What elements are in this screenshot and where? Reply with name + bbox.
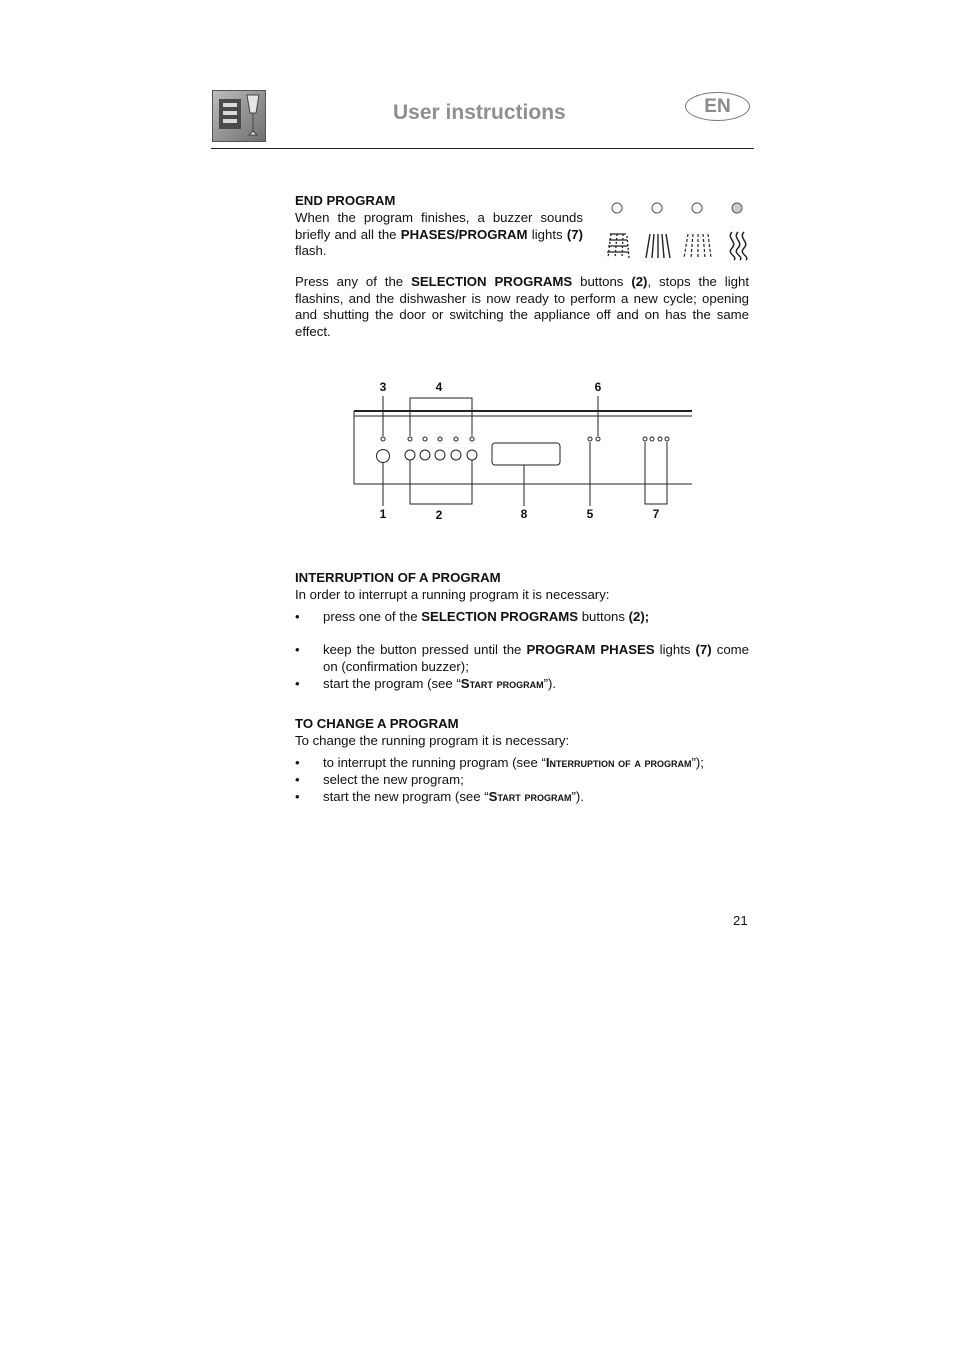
end-program-heading: END PROGRAM bbox=[295, 193, 396, 208]
press-selection-text: Press any of the SELECTION PROGRAMS buttons (2), stops the light flashins, and the dishwasher is now ready to perform a new cycle; opening and shutting the door or switching the appliance off and on has the same effect. bbox=[295, 274, 749, 339]
interruption-reference: Interruption of a program bbox=[545, 755, 692, 770]
change-heading: TO CHANGE A PROGRAM bbox=[295, 716, 459, 731]
interruption-intro: In order to interrupt a running program it is necessary: bbox=[295, 587, 610, 602]
label-4: 4 bbox=[435, 380, 443, 394]
rinse-icon bbox=[684, 234, 711, 258]
list-item-text: start the new program (see “Start program”). bbox=[323, 789, 584, 804]
bullet-icon: • bbox=[295, 676, 300, 691]
bullet-icon: • bbox=[295, 609, 300, 624]
bullet-icon: • bbox=[295, 789, 300, 804]
start-program-reference: Start program bbox=[488, 789, 572, 804]
label-6: 6 bbox=[594, 380, 602, 394]
prewash-icon bbox=[607, 234, 629, 258]
control-panel-diagram bbox=[340, 376, 700, 531]
start-program-reference: Start program bbox=[460, 676, 544, 691]
manual-logo-image bbox=[212, 90, 266, 142]
list-item-text: keep the button pressed until the PROGRAM PHASES lights (7) come on (confirmation buzzer); bbox=[323, 642, 749, 674]
page-number: 21 bbox=[733, 913, 748, 928]
label-8: 8 bbox=[520, 507, 528, 521]
label-3: 3 bbox=[379, 380, 387, 394]
change-intro: To change the running program it is necessary: bbox=[295, 733, 570, 748]
bullet-icon: • bbox=[295, 642, 300, 657]
phase-lights-icons bbox=[600, 198, 760, 266]
header-divider bbox=[211, 148, 754, 149]
bullet-icon: • bbox=[295, 755, 300, 770]
dry-icon bbox=[730, 232, 747, 260]
label-1: 1 bbox=[379, 507, 387, 521]
end-program-text: When the program finishes, a buzzer sounds briefly and all the PHASES/PROGRAM lights (7) flash. bbox=[295, 210, 583, 258]
wash-icon bbox=[646, 234, 670, 258]
list-item-text: to interrupt the running program (see “Interruption of a program”); bbox=[323, 755, 704, 770]
phase-indicator-lights bbox=[612, 203, 742, 213]
bullet-icon: • bbox=[295, 772, 300, 787]
list-item-text: press one of the SELECTION PROGRAMS buttons (2); bbox=[323, 609, 650, 624]
list-item-text: start the program (see “Start program”). bbox=[323, 676, 557, 691]
page-title: User instructions bbox=[393, 101, 566, 124]
label-2: 2 bbox=[435, 508, 443, 522]
interruption-heading: INTERRUPTION OF A PROGRAM bbox=[295, 570, 501, 585]
language-badge: EN bbox=[685, 92, 750, 121]
label-5: 5 bbox=[586, 507, 594, 521]
list-item-text: select the new program; bbox=[323, 772, 464, 787]
label-7: 7 bbox=[652, 507, 660, 521]
